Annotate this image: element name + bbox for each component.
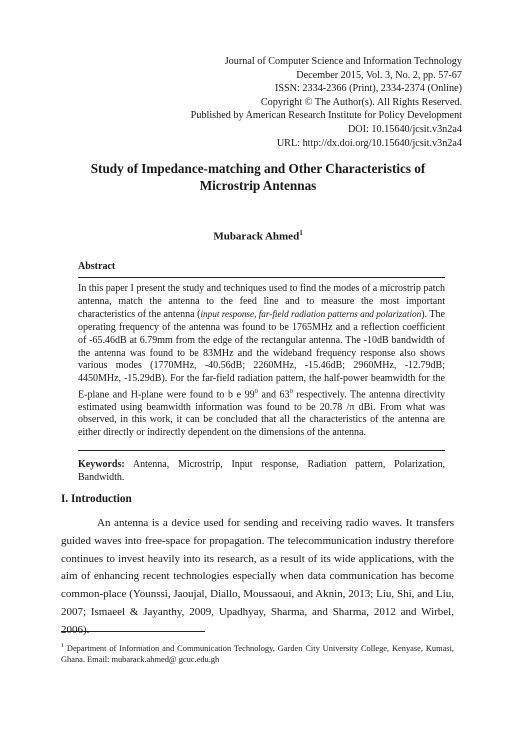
footnote-rule xyxy=(61,631,205,632)
abstract-italic: input response, far-field radiation patterns and polarization xyxy=(200,309,422,320)
journal-name: Journal of Computer Science and Information Technology xyxy=(224,56,462,67)
author-name: Mubarack Ahmed xyxy=(213,230,300,243)
author-line xyxy=(60,229,456,243)
keywords-label: Keywords: xyxy=(78,459,125,470)
doi: DOI: 10.15640/jcsit.v3n2a4 xyxy=(347,123,462,135)
title-line-2: Microstrip Antennas xyxy=(199,178,317,193)
degree-sup-2: 0 xyxy=(289,387,293,395)
introduction-paragraph: An antenna is a device used for sending and receiving radio waves. It transfers guided waves into free-space for propagation. The telecommunication industry therefore continues to invest heavily into its research, as a result of its wide applications, with the aim of enhancing recent technologies especially when data communication has become common-place (Younssi, Jaoujal, Diallo, Moussaoui, and Aknin, 2013; Liu, Shi, and Liu, 2007; Ismaeel & Jayanthy, 2009, Upadhyay, Sharma, and Sharma, 2012 and Wirbel, 2006). xyxy=(61,517,454,636)
section-heading-introduction: I. Introduction xyxy=(61,493,132,505)
keywords-text: Antenna, Microstrip, Input response, Radiation pattern, Polarization, Bandwidth. xyxy=(78,459,445,483)
introduction-body xyxy=(61,515,454,640)
footnote-mark: 1 xyxy=(61,643,64,649)
keywords xyxy=(78,459,445,484)
publisher: Published by American Research Institute for Policy Development xyxy=(190,110,462,122)
degree-sup-1: 0 xyxy=(254,387,258,395)
paper-title xyxy=(60,160,456,194)
footnote xyxy=(61,641,454,666)
url: URL: http://dx.doi.org/10.15640/jcsit.v3n2a4 xyxy=(276,137,462,149)
abstract-bottom-rule xyxy=(78,450,445,451)
abstract-text-3: and 63 xyxy=(257,388,290,400)
abstract-top-rule xyxy=(78,277,445,278)
issn: ISSN: 2334-2366 (Print), 2334-2374 (Online) xyxy=(274,83,462,95)
title-line-1: Study of Impedance-matching and Other Characteristics of xyxy=(90,161,426,176)
abstract-text-1: In this paper I present the study and techniques used to find the modes of a microstrip patch antenna, match the antenna to the feed line and to measure the most important characteristics of the antenna ( xyxy=(78,283,445,321)
abstract-text-2: ). The operating frequency of the antenna was found to be 1765MHz and a reflection coefficient of -65.46dB at 6.79mm from the edge of the rectangular antenna. The -10dB bandwidth of the antenna was found to be 83MHz and the wideband frequency response also shows various modes (1770MHz, -40.56dB; 2260MHz, -15.46dB; 2960MHz, -12.79dB; 4450MHz, -15.29dB). For the far-field radiation pattern, the half-power beamwidth for the E-plane and H-plane were found to b e 99 xyxy=(78,309,445,400)
issue-info: December 2015, Vol. 3, No. 2, pp. 57-67 xyxy=(296,69,462,81)
abstract-body xyxy=(78,283,445,440)
journal-masthead xyxy=(142,55,462,150)
author-footnote-mark: 1 xyxy=(299,229,303,237)
footnote-text: Department of Information and Communication Technology, Garden City University College, Kenyase, Kumasi, Ghana. Email: mubarack.ahmed@ gcuc.edu.gh xyxy=(61,643,454,665)
copyright: Copyright © The Author(s). All Rights Reserved. xyxy=(260,96,462,108)
abstract-text-4: respectively. The antenna directivity estimated using beamwidth information was found to be 20.78 /π dBi. From what was observed, in this work, it can be concluded that all the characteristics of the antenna are either directly or indirectly dependent on the dimensions of the antenna. xyxy=(78,388,445,439)
abstract-heading: Abstract xyxy=(78,261,116,272)
